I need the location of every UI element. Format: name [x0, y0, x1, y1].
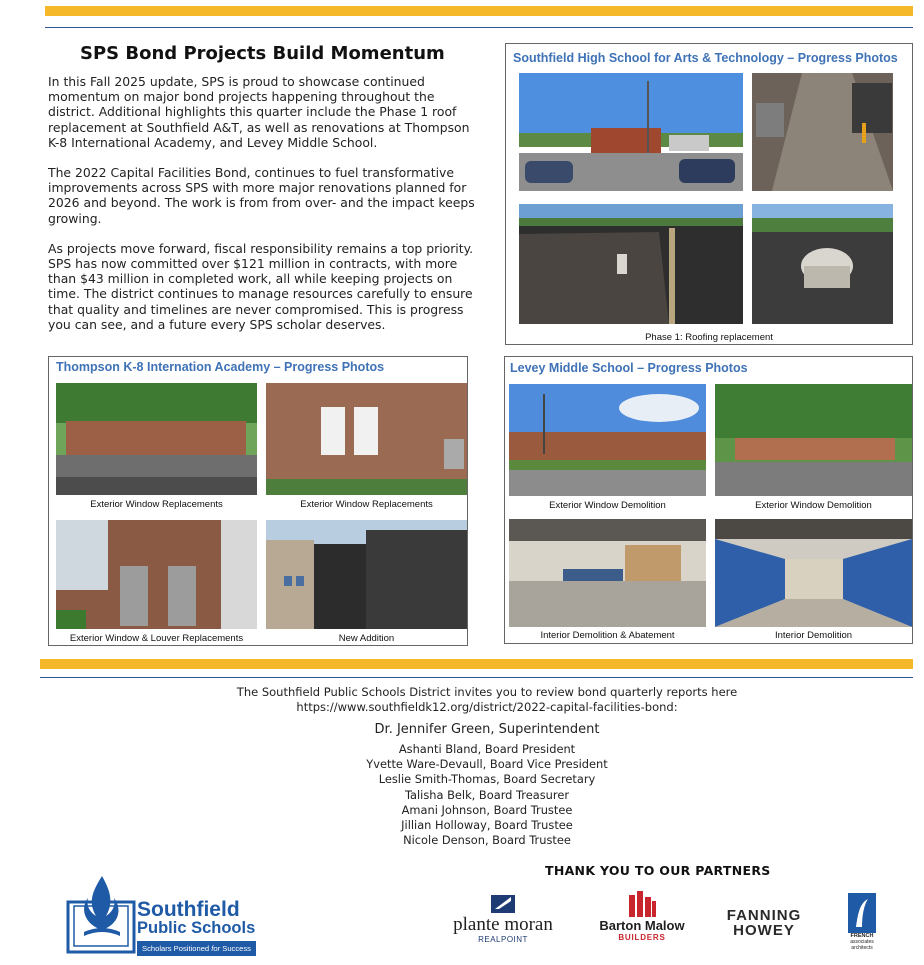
- levey-caption-3: Interior Demolition & Abatement: [540, 630, 675, 641]
- sat-photo-roof-walkway: [752, 73, 893, 191]
- thompson-photo-louver: [56, 520, 257, 629]
- levey-caption-1: Exterior Window Demolition: [549, 500, 666, 511]
- sat-photo-panel: [505, 43, 913, 345]
- levey-photo-exterior-1: [509, 384, 706, 496]
- thompson-photo-addition: [266, 520, 467, 629]
- top-accent-rule: [45, 27, 913, 28]
- partners-heading: THANK YOU TO OUR PARTNERS: [545, 863, 771, 878]
- levey-caption-2: Exterior Window Demolition: [755, 500, 872, 511]
- board-member: Ashanti Bland, Board President: [398, 742, 576, 756]
- article-body: [48, 74, 480, 347]
- thompson-caption-3: Exterior Window & Louver Replacements: [69, 633, 244, 644]
- sps-logo-line1: Southfield: [137, 898, 240, 921]
- plante-moran-sub: REALPOINT: [478, 935, 528, 944]
- plante-moran-logo: [448, 893, 558, 948]
- sps-logo: [66, 872, 262, 958]
- sat-panel-title: Southfield High School for Arts & Technology – Progress Photos: [513, 51, 898, 65]
- plante-moran-mark-icon: [489, 893, 517, 915]
- french-associates-line1: FRENCH: [850, 933, 874, 939]
- board-member: Yvette Ware-Devaull, Board Vice President: [366, 757, 608, 772]
- sat-photo-roof-vent: [752, 204, 893, 324]
- board-member: Talisha Belk, Board Treasurer: [404, 787, 570, 802]
- fanning-howey-logo: [722, 908, 806, 948]
- sat-photo-roof-membrane: [519, 204, 743, 324]
- bottom-accent-rule: [40, 677, 913, 678]
- thompson-caption-2: Exterior Window Replacements: [300, 499, 433, 510]
- board-member: Nicole Denson, Board Trustee: [403, 833, 571, 848]
- plante-moran-name: plante moran: [453, 914, 553, 935]
- bond-report-url[interactable]: https://www.southfieldk12.org/district/2022-capital-facilities-bond:: [296, 700, 678, 714]
- levey-panel-title: Levey Middle School – Progress Photos: [510, 361, 748, 375]
- levey-photo-interior-1: [509, 519, 706, 627]
- sps-logo-line2: Public Schools: [137, 919, 256, 937]
- bond-report-invite: The Southfield Public Schools District invites you to review bond quarterly reports here: [236, 685, 738, 699]
- article-headline: SPS Bond Projects Build Momentum: [80, 43, 445, 64]
- sps-flame-icon: [66, 872, 138, 958]
- board-member: Amani Johnson, Board Trustee: [401, 802, 573, 817]
- board-member: Jillian Holloway, Board Trustee: [401, 818, 573, 833]
- thompson-panel-title: Thompson K-8 Internation Academy – Progress Photos: [56, 360, 385, 374]
- board-member: Leslie Smith-Thomas, Board Secretary: [378, 772, 596, 787]
- barton-malow-sub: BUILDERS: [618, 933, 666, 942]
- levey-photo-exterior-2: [715, 384, 912, 496]
- sps-tagline: Scholars Positioned for Success: [137, 941, 256, 956]
- levey-photo-panel: [504, 356, 913, 644]
- article-paragraph: As projects move forward, fiscal responsibility remains a top priority. SPS has now committed over $121 million in contracts, with more than $43 million in completed work, all while keeping projects on time. The district continues to manage resources carefully to ensure that quality and timelines are never compromised. This is progress you can see, and a future every SPS scholar deserves.: [48, 240, 474, 332]
- fanning-howey-line1: FANNING: [726, 907, 802, 924]
- levey-photo-interior-2: [715, 519, 912, 627]
- superintendent-name: Dr. Jennifer Green, Superintendent: [374, 722, 600, 737]
- thompson-caption-4: New Addition: [338, 633, 395, 644]
- sat-caption: Phase 1: Roofing replacement: [645, 332, 773, 343]
- french-associates-line3: architects: [851, 945, 873, 951]
- article-paragraph: The 2022 Capital Facilities Bond, continues to fuel transformative improvements across SPS with more major renovations planned for 2026 and beyond. The work is from from over- and the impact keeps growing.: [48, 165, 475, 226]
- levey-caption-4: Interior Demolition: [774, 630, 853, 641]
- french-associates-mark-icon: [848, 893, 876, 933]
- bottom-accent-bar: [40, 659, 913, 669]
- board-member-list: [0, 742, 924, 848]
- thompson-photo-panel: [48, 356, 468, 646]
- thompson-photo-exterior-2: [266, 383, 467, 495]
- thompson-caption-1: Exterior Window Replacements: [90, 499, 223, 510]
- sat-photo-parking-lot: [519, 73, 743, 191]
- barton-malow-mark-icon: [627, 891, 657, 919]
- barton-malow-logo: [592, 891, 692, 946]
- top-accent-bar: [45, 6, 913, 16]
- barton-malow-name: Barton Malow: [599, 918, 685, 933]
- article-paragraph: In this Fall 2025 update, SPS is proud to showcase continued momentum on major bond projects happening throughout the district. Additional highlights this quarter include the Phase 1 roof replacement at Southfield A&T, as well as renovations at Thompson K-8 International Academy, and Levey Middle School.: [48, 74, 470, 150]
- thompson-photo-exterior-1: [56, 383, 257, 495]
- french-associates-logo: [846, 893, 878, 961]
- fanning-howey-line2: HOWEY: [733, 922, 795, 939]
- french-associates-line2: associates: [850, 939, 874, 945]
